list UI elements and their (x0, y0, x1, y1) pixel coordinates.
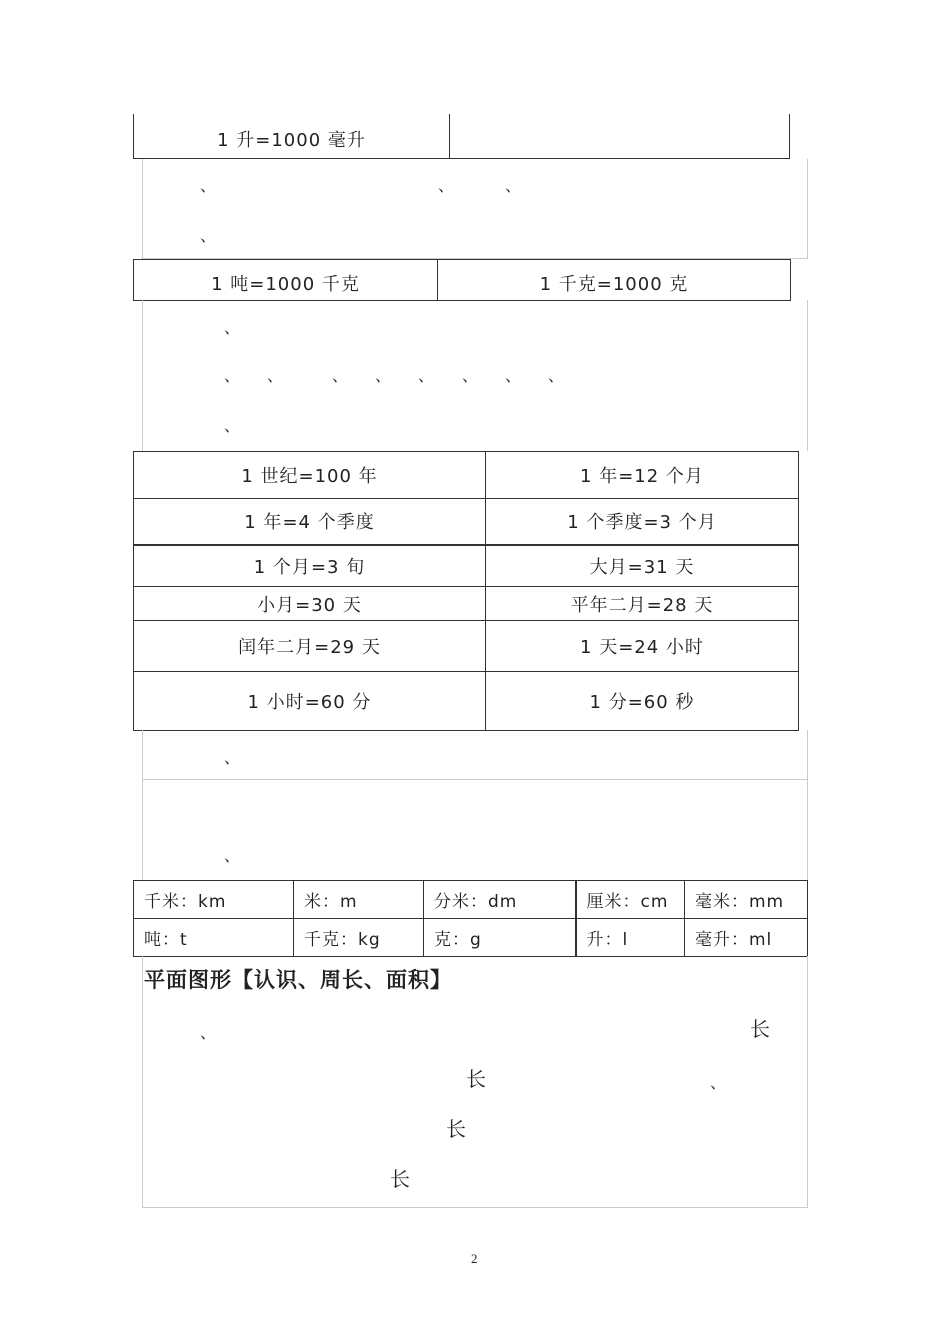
unit-cell: 厘米：cm (576, 881, 685, 919)
enum-mark: 、 (200, 176, 217, 195)
chang-char: 长 (390, 1167, 410, 1191)
time-cell: 大月=31 天 (486, 545, 799, 587)
page-number: 2 (471, 1251, 478, 1266)
blank-frame-1 (142, 159, 808, 259)
unit-cell: 米：m (294, 881, 424, 919)
enum-mark: 、 (548, 366, 565, 385)
unit-cell: 毫米：mm (685, 881, 808, 919)
enum-mark: 、 (200, 226, 217, 245)
volume-cell-1: 1 升=1000 毫升 (134, 114, 450, 158)
units-table (133, 880, 808, 957)
chang-char: 长 (446, 1117, 466, 1141)
enum-mark: 、 (224, 318, 241, 337)
enum-mark: 、 (224, 366, 241, 385)
time-cell: 1 小时=60 分 (134, 672, 486, 731)
enum-mark: 、 (418, 366, 435, 385)
section-heading: 平面图形【认识、周长、面积】 (144, 968, 452, 992)
time-cell: 1 个月=3 旬 (134, 545, 486, 587)
unit-cell: 分米：dm (424, 881, 576, 919)
time-cell: 1 个季度=3 个月 (486, 499, 799, 545)
mass-table (133, 259, 791, 301)
enum-mark: 、 (505, 176, 522, 195)
time-cell: 1 年=12 个月 (486, 452, 799, 499)
volume-table (133, 114, 790, 159)
blank-frame-3 (142, 730, 808, 780)
enum-mark: 、 (710, 1073, 727, 1092)
time-cell: 小月=30 天 (134, 587, 486, 621)
enum-mark: 、 (267, 366, 284, 385)
enum-mark: 、 (505, 366, 522, 385)
enum-mark: 、 (462, 366, 479, 385)
enum-mark: 、 (224, 748, 241, 767)
time-cell: 1 年=4 个季度 (134, 499, 486, 545)
blank-frame-4 (142, 780, 808, 880)
enum-mark: 、 (224, 416, 241, 435)
unit-cell: 升：l (576, 919, 685, 957)
enum-mark: 、 (375, 366, 392, 385)
time-cell: 1 分=60 秒 (486, 672, 799, 731)
mass-cell: 1 吨=1000 千克 (134, 260, 438, 301)
time-cell: 1 世纪=100 年 (134, 452, 486, 499)
time-cell: 平年二月=28 天 (486, 587, 799, 621)
unit-cell: 吨：t (134, 919, 294, 957)
time-cell: 闰年二月=29 天 (134, 621, 486, 672)
time-table (133, 451, 799, 731)
enum-mark: 、 (332, 366, 349, 385)
enum-mark: 、 (438, 176, 455, 195)
enum-mark: 、 (224, 846, 241, 865)
time-cell: 1 天=24 小时 (486, 621, 799, 672)
enum-mark: 、 (200, 1023, 217, 1042)
unit-cell: 千米：km (134, 881, 294, 919)
mass-cell: 1 千克=1000 克 (438, 260, 791, 301)
chang-char: 长 (750, 1017, 770, 1041)
chang-char: 长 (466, 1067, 486, 1091)
unit-cell: 克：g (424, 919, 576, 957)
volume-cell-2 (450, 114, 789, 158)
unit-cell: 千克：kg (294, 919, 424, 957)
unit-cell: 毫升：ml (685, 919, 808, 957)
